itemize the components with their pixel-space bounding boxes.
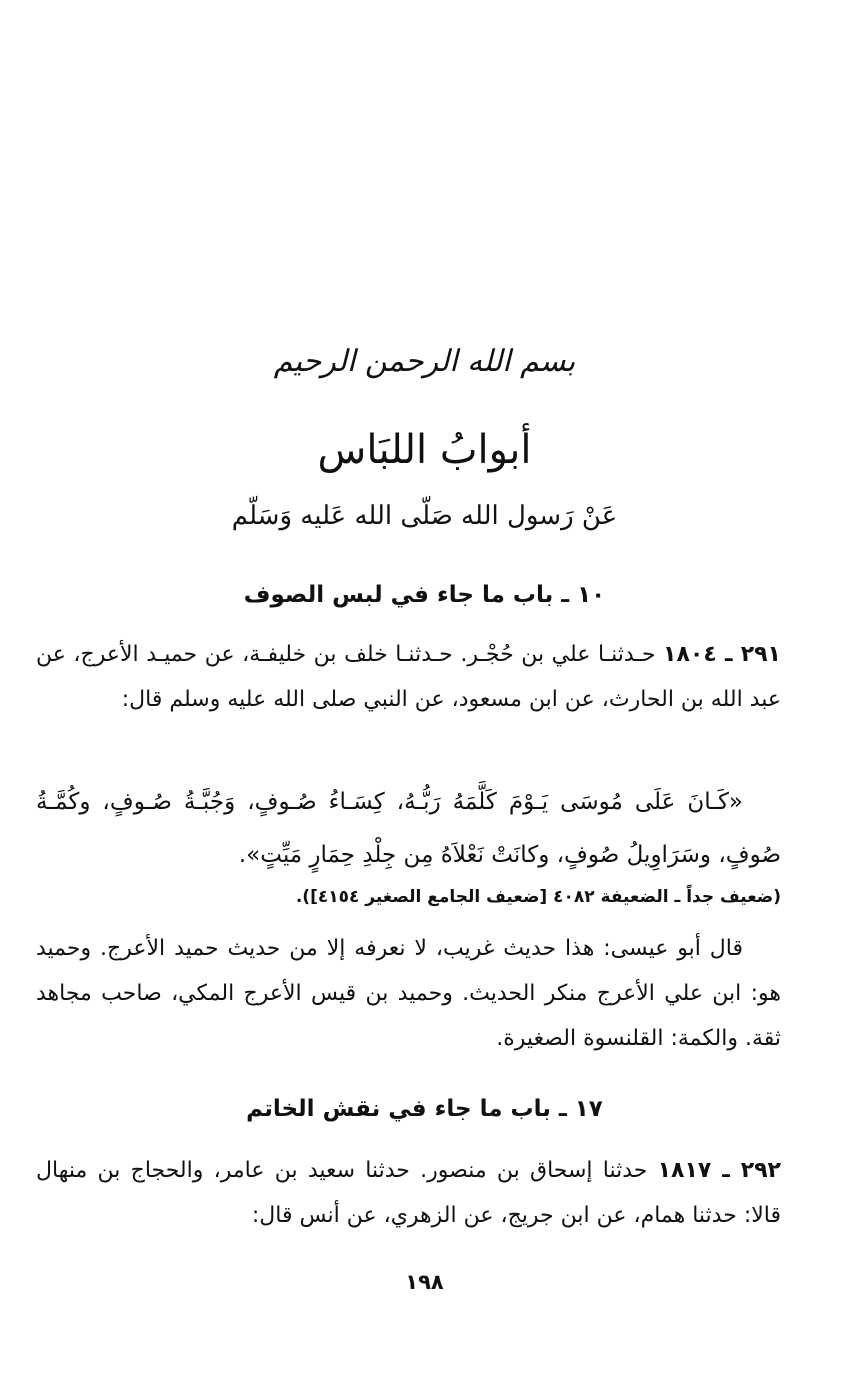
hadith-isnad-text-2: حدثنا إسحاق بن منصور. حدثنا سعيد بن عامر، والحجاج بن منهال قالا: حدثنا همام، عن ابن جريج، عن الزهري، عن أنس قال: (36, 1158, 781, 1228)
chapter-heading-wool: ١٠ ـ باب ما جاء في لبس الصوف (243, 582, 606, 608)
page-number: ١٩٨ (405, 1270, 444, 1294)
book-title: أبوابُ اللبَاس (317, 427, 532, 473)
basmala-calligraphy: بسم الله الرحمن الرحيم (273, 344, 576, 379)
hadith-isnad-2 (36, 1148, 781, 1238)
book-subtitle: عَنْ رَسول الله صَلّى الله عَليه وَسَلّم (231, 501, 618, 531)
hadith-isnad-1 (36, 632, 781, 722)
hadith-number-1: ٢٩١ ـ ١٨٠٤ (663, 642, 781, 667)
hadith-number-2: ٢٩٢ ـ ١٨١٧ (657, 1158, 781, 1183)
chapter-heading-ring: ١٧ ـ باب ما جاء في نقش الخاتم (246, 1096, 603, 1122)
hadith-grade-note: (ضعيف جداً ـ الضعيفة ٤٠٨٢ [ضعيف الجامع الصغير ٤١٥٤]). (295, 887, 781, 907)
hadith-commentary: قال أبو عيسى: هذا حديث غريب، لا نعرفه إلا من حديث حميد الأعرج. وحميد هو: ابن علي الأعرج منكر الحديث. وحميد بن قيس الأعرج المكي، صاحب مجاهد ثقة. والكمة: القلنسوة الصغيرة. (36, 936, 781, 1051)
hadith-matn-1: «كَـانَ عَلَى مُوسَى يَـوْمَ كَلَّمَهُ رَبُّـهُ، كِسَـاءُ صُـوفٍ، وَجُبَّـةُ صُـوفٍ، وكُمَّـةُ صُوفٍ، وسَرَاوِيلُ صُوفٍ، وكانَتْ نَعْلاَهُ مِن جِلْدِ حِمَارٍ مَيِّتٍ». (36, 789, 781, 868)
hadith-isnad-text-1: حـدثنـا علي بن حُجْـر. حـدثنـا خلف بن خليفـة، عن حميـد الأعرج، عن عبد الله بن الحارث، عن ابن مسعود، عن النبي صلى الله عليه وسلم قال: (36, 642, 781, 712)
